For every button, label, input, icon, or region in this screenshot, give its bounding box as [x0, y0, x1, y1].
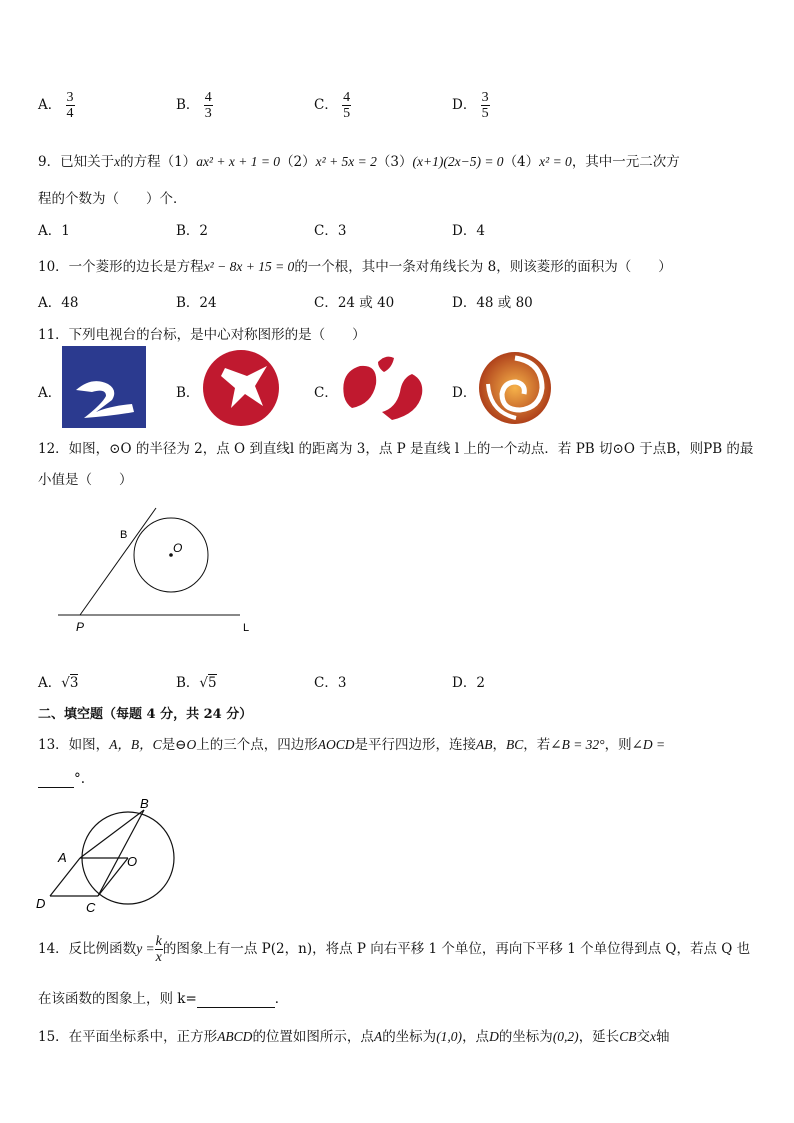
label-o: O: [127, 854, 138, 869]
q12-option-b[interactable]: B．√5: [176, 675, 217, 691]
q13-figure: [34, 796, 184, 918]
q11-option-b-label[interactable]: B．: [176, 385, 200, 401]
section-heading-fill-blank: 二、填空题（每题 4 分，共 24 分）: [38, 707, 253, 722]
logo-red-star-icon[interactable]: [201, 348, 281, 428]
q12-option-d[interactable]: D．2: [452, 675, 485, 691]
q8-option-b[interactable]: B． $\frac{4}{3}$: [176, 90, 212, 121]
segment-bc: [98, 810, 144, 896]
q12-stem-line1: 12．如图，⊙O 的半径为 2，点 O 到直线l 的距离为 3，点 P 是直线 l 上的一个动点．若 PB 切⊙O 于点B，则PB 的最: [38, 441, 754, 457]
tangent-line-pb: [80, 508, 156, 615]
segment-oc: [98, 858, 128, 896]
sqrt-icon: √: [199, 675, 209, 691]
q13-stem-line1: 13．如图，A，B，C是⊖O上的三个点，四边形AOCD是平行四边形，连接AB，BC，若∠B = 32°，则∠D =: [38, 737, 666, 753]
label-o: O: [173, 541, 183, 555]
label-p: P: [76, 620, 85, 634]
label-l: L: [243, 622, 250, 634]
answer-blank[interactable]: [38, 771, 74, 788]
q9-stem-line1: 9．已知关于x的方程（1）ax² + x + 1 = 0（2）x² + 5x = 2（3）(x+1)(2x−5) = 0（4）x² = 0，其中一元二次方: [38, 154, 680, 170]
q9-option-b[interactable]: B．2: [176, 223, 209, 239]
q13-stem-line2: °.: [38, 771, 85, 788]
q8-option-c[interactable]: C． $\frac{4}{5}$: [314, 90, 351, 121]
q9-option-a[interactable]: A．1: [38, 223, 70, 239]
label-b: B: [140, 796, 149, 811]
q14-stem-line1: 14．反比例函数y = $\frac{k}{x}$ 的图象上有一点 P(2，n)，将点 P 向右平移 1 个单位，再向下平移 1 个单位得到点 Q，若点 Q 也: [38, 934, 751, 965]
q11-option-a-label[interactable]: A．: [38, 385, 62, 401]
q10-option-d[interactable]: D．48 或 80: [452, 295, 533, 311]
q9-option-c[interactable]: C．3: [314, 223, 347, 239]
segment-ab: [80, 810, 144, 858]
q9-stem-line2: 程的个数为（ ）个．: [38, 191, 187, 207]
q12-stem-line2: 小值是（ ）: [38, 472, 133, 488]
q10-option-a[interactable]: A．48: [38, 295, 79, 311]
logo-red-petals-icon[interactable]: [338, 350, 426, 424]
q11-option-d-label[interactable]: D．: [452, 385, 477, 401]
logo-blue-square-icon[interactable]: [62, 346, 146, 428]
logo-orange-swirl-icon[interactable]: [476, 350, 554, 426]
sqrt-icon: √: [61, 675, 70, 691]
q10-option-b[interactable]: B．24: [176, 295, 217, 311]
q12-option-c[interactable]: C．3: [314, 675, 347, 691]
answer-blank[interactable]: [197, 991, 275, 1008]
q8-option-d[interactable]: D． $\frac{3}{5}$: [452, 90, 489, 121]
q10-stem: 10．一个菱形的边长是方程x² − 8x + 15 = 0的一个根，其中一条对角线长为 8，则该菱形的面积为（ ）: [38, 259, 672, 275]
q12-figure: [50, 500, 270, 640]
label-a: A: [58, 850, 67, 865]
q11-option-c-label[interactable]: C．: [314, 385, 338, 401]
label-d: D: [36, 896, 46, 911]
label-c: C: [86, 900, 96, 915]
q15-stem-line1: 15．在平面坐标系中，正方形ABCD的位置如图所示，点A的坐标为(1,0)，点D的坐标为(0,2)，延长CB交x轴: [38, 1029, 670, 1045]
q10-option-c[interactable]: C．24 或 40: [314, 295, 395, 311]
label-b: B: [120, 529, 128, 541]
q11-stem: 11．下列电视台的台标，是中心对称图形的是（ ）: [38, 327, 366, 343]
q12-option-a[interactable]: A．√3: [38, 675, 79, 691]
q14-stem-line2: 在该函数的图象上，则 k= ．: [38, 991, 289, 1007]
q8-option-a[interactable]: A． $\frac{3}{4}$: [38, 90, 74, 121]
q9-option-d[interactable]: D．4: [452, 223, 485, 239]
